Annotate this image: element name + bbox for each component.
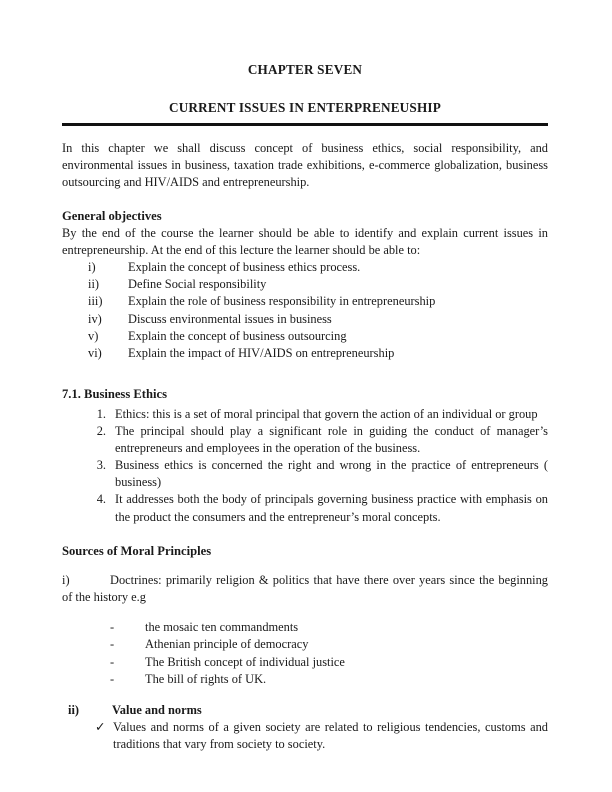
- list-item-text: Business ethics is concerned the right and wrong in the practice of entrepreneurs ( business): [115, 458, 548, 490]
- dash-bullet-icon: -: [110, 637, 115, 652]
- list-marker: 1.: [96, 406, 106, 421]
- sources-of-moral-principles-heading: Sources of Moral Principles: [62, 543, 212, 558]
- list-item-text: The principal should play a significant role in guiding the conduct of manager’s entrepreneurs and employees in the operation of the business.: [115, 424, 548, 456]
- list-item: [62, 345, 548, 362]
- list-item: [62, 423, 548, 457]
- list-marker: vi): [88, 345, 102, 360]
- title-divider-rule: [62, 123, 548, 126]
- business-ethics-list: [62, 406, 548, 526]
- general-objectives-lead: By the end of the course the learner should be able to identify and explain current issues in entrepreneurship. At the end of this lecture the learner should be able to:: [62, 226, 548, 258]
- list-item-text: Athenian principle of democracy: [145, 637, 309, 652]
- chapter-title: CHAPTER SEVEN: [247, 62, 363, 77]
- list-marker: 2.: [96, 424, 106, 438]
- list-item-text: Values and norms of a given society are related to religious tendencies, customs and traditions that vary from society to society.: [113, 720, 548, 752]
- list-item-text: the mosaic ten commandments: [145, 619, 299, 634]
- list-item: [62, 491, 548, 525]
- list-item-text: Explain the impact of HIV/AIDS on entrepreneurship: [128, 345, 395, 360]
- value-and-norms-heading: Value and norms: [112, 703, 202, 718]
- list-item-text: The bill of rights of UK.: [145, 672, 267, 687]
- list-item: [62, 328, 548, 345]
- list-marker: i): [88, 260, 96, 275]
- list-item-text: Define Social responsibility: [128, 277, 267, 292]
- list-item: [62, 276, 548, 293]
- list-marker: ii): [88, 277, 100, 292]
- list-item: [62, 457, 548, 491]
- dash-bullet-icon: -: [110, 619, 115, 634]
- list-item: [62, 259, 548, 276]
- business-ethics-heading: 7.1. Business Ethics: [62, 386, 167, 401]
- page-content: [62, 62, 548, 753]
- list-item: [62, 619, 548, 637]
- list-item-text: Explain the concept of business outsourcing: [128, 328, 347, 343]
- list-item-text: Discuss environmental issues in business: [128, 311, 332, 326]
- sources-sub-list: [62, 619, 548, 689]
- list-item-text: Explain the concept of business ethics process.: [128, 260, 361, 275]
- list-item-text: Doctrines: primarily religion & politics that have there over years since the beginning of the history e.g: [62, 573, 548, 605]
- list-item-text: The British concept of individual justice: [145, 654, 345, 669]
- general-objectives-list: [62, 259, 548, 362]
- list-item: [62, 636, 548, 654]
- value-and-norms-heading-row: [62, 702, 548, 719]
- list-item-text: It addresses both the body of principals governing business practice with emphasis on the product the consumers and the entrepreneur’s moral concepts.: [115, 492, 548, 524]
- list-item: [62, 311, 548, 328]
- list-marker: v): [88, 328, 99, 343]
- list-item: [62, 671, 548, 689]
- chapter-subtitle: CURRENT ISSUES IN ENTERPRENEUSHIP: [168, 99, 441, 115]
- dash-bullet-icon: -: [110, 672, 115, 687]
- intro-paragraph: In this chapter we shall discuss concept of business ethics, social responsibility, and environmental issues in business, taxation trade exhibitions, e-commerce globalization, business outsourcing and HIV/AIDS and entrepreneurship.: [62, 140, 548, 189]
- list-marker: 3.: [96, 458, 106, 473]
- list-marker: i): [62, 573, 70, 588]
- list-marker: 4.: [96, 492, 106, 507]
- list-item: [62, 654, 548, 672]
- list-item: [62, 293, 548, 310]
- sources-item-i: [62, 572, 548, 606]
- list-item-text: Ethics: this is a set of moral principal that govern the action of an individual or group: [115, 406, 538, 421]
- list-marker: iii): [88, 294, 103, 309]
- list-marker: ii): [68, 703, 80, 718]
- list-item: [62, 406, 548, 423]
- list-item: [62, 719, 548, 753]
- list-item-text: Explain the role of business responsibility in entrepreneurship: [128, 294, 436, 309]
- general-objectives-heading: General objectives: [62, 209, 162, 224]
- list-marker: iv): [88, 311, 102, 326]
- check-bullet-icon: ✓: [95, 720, 106, 735]
- dash-bullet-icon: -: [110, 654, 115, 669]
